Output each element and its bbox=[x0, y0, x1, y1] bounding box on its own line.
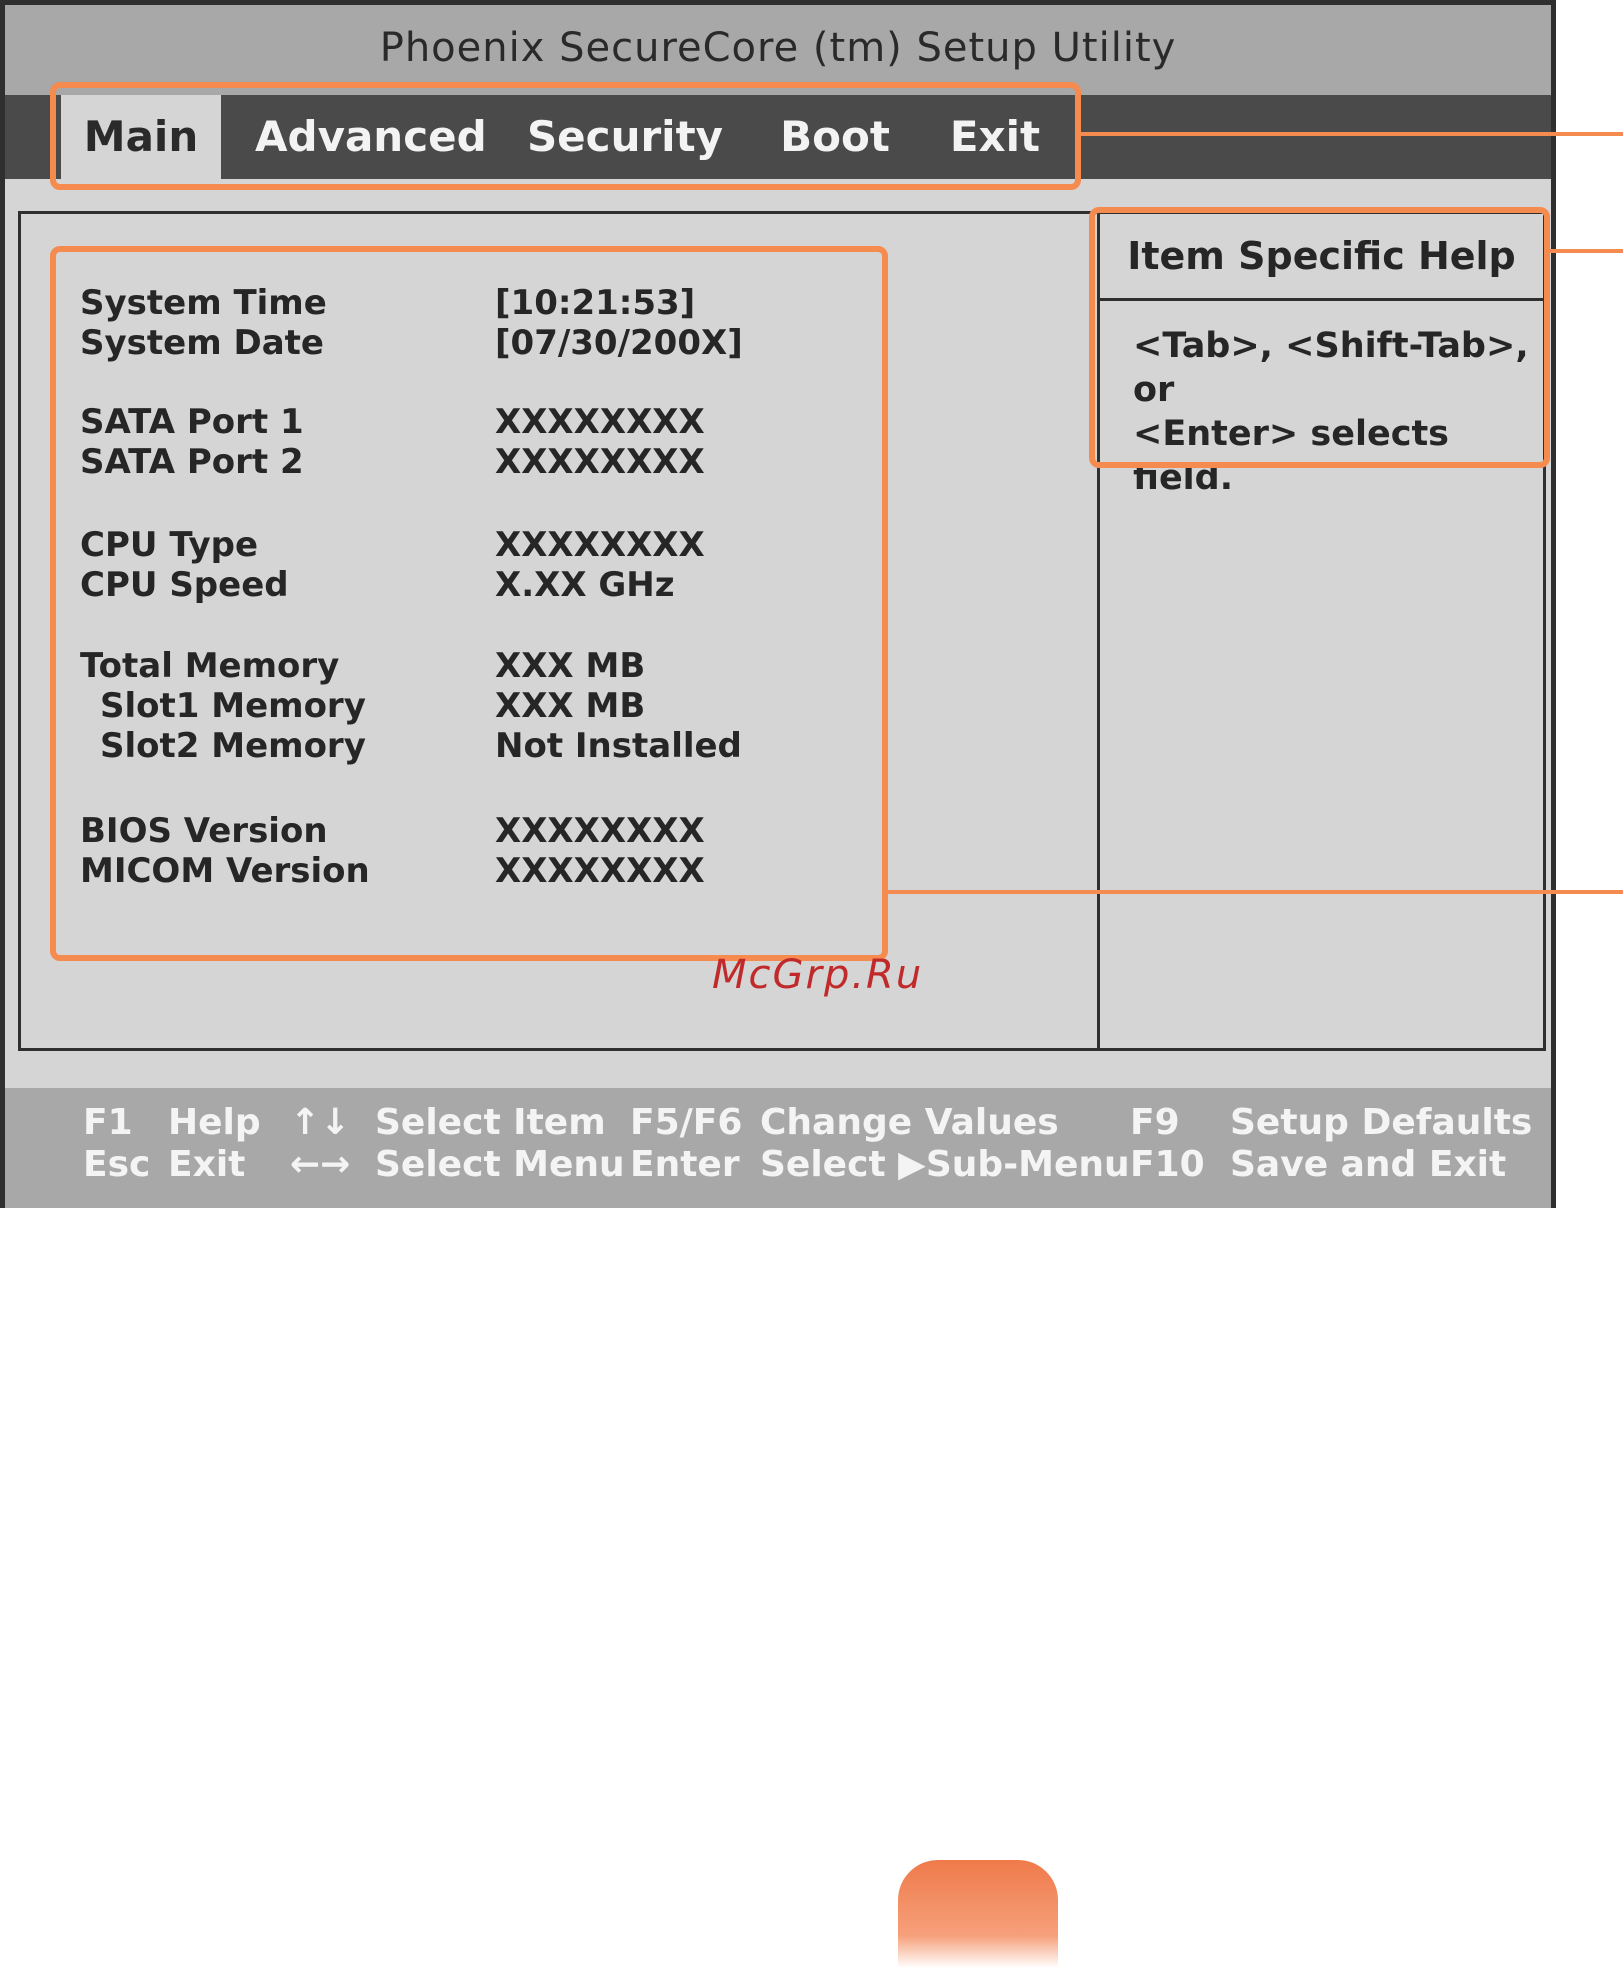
menu-highlight-box bbox=[50, 82, 1081, 190]
footer-key-esc: Esc bbox=[83, 1144, 151, 1185]
footer-key-up-down-arrows-icon: ↑↓ bbox=[290, 1102, 351, 1143]
footer-action-change-values: Change Values bbox=[760, 1102, 1059, 1143]
footer-action-select-submenu: Select ▶Sub-Menu bbox=[760, 1144, 1130, 1185]
field-value-cpu-type: XXXXXXXX bbox=[495, 525, 705, 565]
footer-key-f5-f6: F5/F6 bbox=[630, 1102, 743, 1143]
footer-action-save-and-exit: Save and Exit bbox=[1230, 1144, 1507, 1185]
field-value-cpu-speed: X.XX GHz bbox=[495, 565, 675, 605]
footer-action-setup-defaults: Setup Defaults bbox=[1230, 1102, 1533, 1143]
footer-keybar bbox=[5, 1088, 1551, 1208]
tab-main[interactable]: Main bbox=[61, 95, 221, 179]
menu-leader-line bbox=[1081, 132, 1623, 136]
help-line-1: <Tab>, <Shift-Tab>, or bbox=[1133, 326, 1529, 410]
field-value-total-memory: XXX MB bbox=[495, 646, 646, 686]
footer-key-f10: F10 bbox=[1130, 1144, 1205, 1185]
tab-boot[interactable]: Boot bbox=[780, 112, 890, 161]
field-value-slot2-memory: Not Installed bbox=[495, 726, 742, 766]
footer-action-select-menu: Select Menu bbox=[375, 1144, 625, 1185]
field-value-micom-version: XXXXXXXX bbox=[495, 851, 705, 891]
footer-key-f9: F9 bbox=[1130, 1102, 1180, 1143]
fields-highlight-box bbox=[50, 246, 888, 961]
field-value-sata-port-2: XXXXXXXX bbox=[495, 442, 705, 482]
field-label-sata-port-2: SATA Port 2 bbox=[80, 442, 304, 482]
tab-exit[interactable]: Exit bbox=[949, 112, 1041, 161]
footer-key-f1: F1 bbox=[83, 1102, 133, 1143]
help-leader-line bbox=[1550, 249, 1623, 253]
field-value-slot1-memory: XXX MB bbox=[495, 686, 646, 726]
help-highlight-box bbox=[1089, 207, 1550, 468]
window-title: Phoenix SecureCore (tm) Setup Utility bbox=[5, 5, 1551, 95]
footer-key-enter: Enter bbox=[630, 1144, 740, 1185]
field-value-sata-port-1: XXXXXXXX bbox=[495, 402, 705, 442]
field-label-total-memory: Total Memory bbox=[80, 646, 340, 686]
field-label-cpu-speed: CPU Speed bbox=[80, 565, 289, 605]
field-value-system-date[interactable]: [07/30/200X] bbox=[495, 323, 743, 363]
tab-advanced[interactable]: Advanced bbox=[255, 112, 487, 161]
field-label-cpu-type: CPU Type bbox=[80, 525, 259, 565]
footer-key-left-right-arrows-icon: ←→ bbox=[290, 1144, 351, 1185]
field-label-system-date: System Date bbox=[80, 323, 324, 363]
page-tab-decoration bbox=[898, 1860, 1058, 1968]
field-label-slot1-memory: Slot1 Memory bbox=[100, 686, 366, 726]
field-value-system-time[interactable]: [10:21:53] bbox=[495, 283, 696, 323]
help-line-2: <Enter> selects field. bbox=[1133, 414, 1450, 498]
field-value-bios-version: XXXXXXXX bbox=[495, 811, 705, 851]
fields-leader-line bbox=[888, 890, 1623, 894]
footer-action-exit: Exit bbox=[168, 1144, 246, 1185]
field-label-bios-version: BIOS Version bbox=[80, 811, 328, 851]
footer-action-help: Help bbox=[168, 1102, 261, 1143]
field-label-micom-version: MICOM Version bbox=[80, 851, 370, 891]
footer-action-select-item: Select Item bbox=[375, 1102, 606, 1143]
help-title: Item Specific Help bbox=[1100, 214, 1543, 301]
watermark: McGrp.Ru bbox=[712, 952, 924, 998]
tab-security[interactable]: Security bbox=[526, 112, 724, 161]
field-label-slot2-memory: Slot2 Memory bbox=[100, 726, 366, 766]
field-label-sata-port-1: SATA Port 1 bbox=[80, 402, 304, 442]
field-label-system-time: System Time bbox=[80, 283, 327, 323]
